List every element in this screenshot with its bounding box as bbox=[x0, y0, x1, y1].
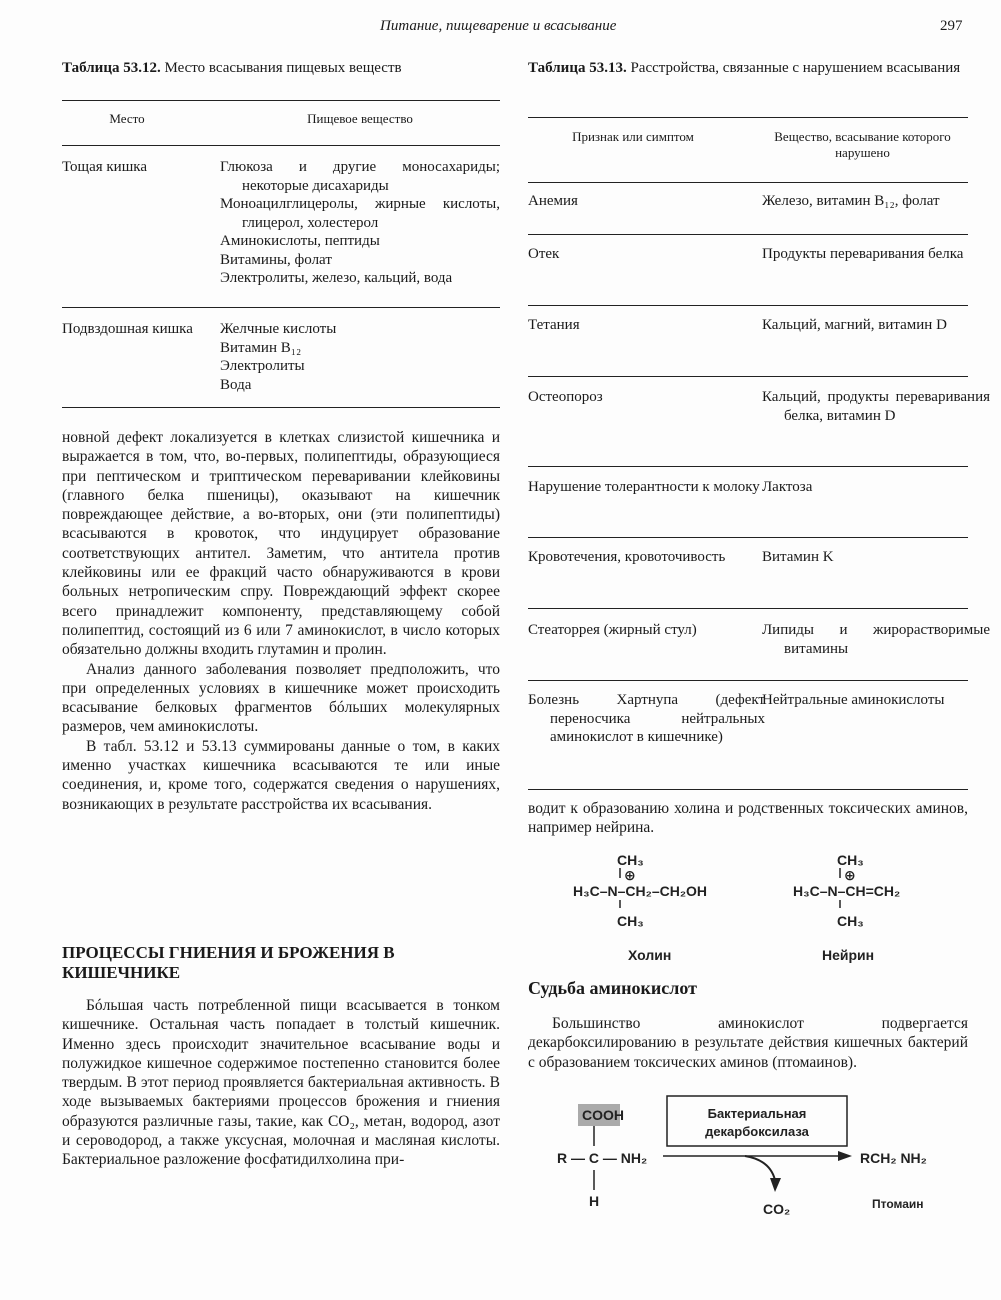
amino-acid: R — C — NH₂ bbox=[557, 1150, 648, 1166]
methyl-group: CH₃ bbox=[617, 852, 644, 868]
table1-item: Желчные кислоты bbox=[220, 321, 337, 337]
table2-label: Таблица 53.13. bbox=[528, 60, 627, 76]
hydrogen: H bbox=[589, 1193, 600, 1209]
table2-symptom: Стеаторрея (жирный стул) bbox=[528, 622, 697, 638]
enzyme-label: декарбоксилаза bbox=[705, 1124, 809, 1139]
left-column-text bbox=[62, 428, 500, 814]
methyl-group: CH₃ bbox=[837, 913, 864, 929]
table2-header-substance: Вещество, всасывание которого нарушено bbox=[774, 129, 951, 160]
co2-release-arrow bbox=[745, 1156, 775, 1180]
divider bbox=[528, 117, 968, 118]
table1-item: Глюкоза и другие моносахариды; некоторые дисахариды bbox=[220, 159, 500, 194]
table1-header-place: Место bbox=[109, 111, 145, 126]
choline-formula bbox=[573, 852, 707, 963]
neurine-formula bbox=[793, 852, 900, 963]
decarboxylation-scheme bbox=[530, 1090, 980, 1220]
left-column-text-2 bbox=[62, 996, 500, 1170]
divider bbox=[528, 376, 968, 377]
table2-substance: Нейтральные аминокислоты bbox=[762, 692, 945, 708]
table2-substance: Витамин K bbox=[762, 549, 834, 565]
paragraph: В табл. 53.12 и 53.13 суммированы данные о том, в каких именно участках кишечника всасываются те или иные соединения, и, кроме того, содержатся сведения о нарушениях, возникающих в результате расстройства их всасывания. bbox=[62, 737, 500, 813]
compound-name: Холин bbox=[628, 947, 672, 963]
table1-item: Витамины, фолат bbox=[220, 251, 332, 268]
page-number: 297 bbox=[940, 18, 963, 34]
co2-label: CO₂ bbox=[763, 1201, 791, 1217]
formula-chain: H₃C–N–CH=CH₂ bbox=[793, 883, 901, 899]
enzyme-label: Бактериальная bbox=[707, 1106, 807, 1121]
table2-title: Расстройства, связанные с нарушением всасывания bbox=[630, 60, 961, 76]
product-name: Птомаин bbox=[872, 1197, 924, 1211]
divider bbox=[528, 789, 968, 790]
choline-neurine-formulas bbox=[530, 840, 980, 970]
divider bbox=[62, 100, 500, 101]
carboxyl-group: COOH bbox=[582, 1107, 624, 1123]
table2-symptom: Нарушение толерантности к молоку bbox=[528, 479, 760, 495]
table1-label: Таблица 53.12. bbox=[62, 60, 161, 76]
table1-item: Электролиты, железо, кальций, вода bbox=[220, 270, 453, 286]
plus-charge-icon: ⊕ bbox=[624, 867, 636, 883]
table1-header-substance: Пищевое вещество bbox=[307, 111, 413, 126]
plus-charge-icon: ⊕ bbox=[844, 867, 856, 883]
methyl-group: CH₃ bbox=[617, 913, 644, 929]
compound-name: Нейрин bbox=[822, 947, 875, 963]
product: RCH₂ NH₂ bbox=[860, 1150, 927, 1166]
paragraph: Анализ данного заболевания позволяет предположить, что при определенных условиях в кишечнике может происходить всасывание белковых фрагментов бóльших молекулярных размеров, чем аминокислоты. bbox=[62, 660, 500, 736]
table2-symptom: Болезнь Хартнупа (дефект переносчика нейтральных аминокислот в кишечнике) bbox=[528, 692, 765, 745]
table1-item: Моноацилглицеролы, жирные кислоты, глицерол, холестерол bbox=[220, 196, 500, 231]
paragraph: Бóльшая часть потребленной пищи всасывается в тонком кишечнике. Остальная часть попадает в толстый кишечник. Именно здесь происходит значительное всасывание воды и полужидкое кишечное содержимое постепенно становится более твердым. В этот период проявляется бактериальная активность. В ходе вызываемых бактериями процессов брожения и гниения образуются различные газы, такие, как CO₂, метан, водород, азот и сероводород, а также уксусная, молочная и масляная кислоты. Бактериальное разложение фосфатидилхолина при- bbox=[62, 997, 500, 1169]
table1-place: Подвздошная кишка bbox=[62, 321, 193, 337]
table2-substance: Кальций, продукты переваривания белка, витамин D bbox=[762, 389, 990, 424]
table1-title: Место всасывания пищевых веществ bbox=[164, 60, 402, 76]
table1-item: Электролиты bbox=[220, 358, 305, 374]
table1-item: Витамин B₁₂ bbox=[220, 339, 302, 356]
table2-symptom: Отек bbox=[528, 246, 560, 262]
paragraph: новной дефект локализуется в клетках слизистой кишечника и выражается в том, что, во-первых, полипептиды, образующиеся при пептическом и триптическом переваривании клейковины (главного белка пшеницы), оказывают на кишечник повреждающее действие, а во-вторых, они (эти полипептиды) всасываются в кровоток, что индуцирует образование соответствующих антител. Заметим, что антитела против клейковины или ее фракций часто обнаруживаются в крови больных нетропическим спру. Повреждающий эффект скорее всего принадлежит компоненту, представляющему собой полипептид, состоящий из 6 или 7 аминокислот, в число которых обязательно должны входить глутамин и пролин. bbox=[62, 429, 500, 659]
table2-header-symptom: Признак или симптом bbox=[572, 129, 694, 144]
divider bbox=[62, 307, 500, 308]
divider bbox=[528, 537, 968, 538]
table2-symptom: Анемия bbox=[528, 193, 578, 209]
table2-substance: Продукты переваривания белка bbox=[762, 246, 964, 262]
divider bbox=[528, 305, 968, 306]
table1-item: Вода bbox=[220, 376, 252, 393]
right-column-text-2 bbox=[528, 1014, 968, 1072]
table1-items bbox=[220, 320, 500, 394]
divider bbox=[528, 680, 968, 681]
table2-substance: Железо, витамин B₁₂, фолат bbox=[762, 193, 940, 209]
table1-item: Аминокислоты, пептиды bbox=[220, 233, 380, 249]
table1-items bbox=[220, 158, 500, 288]
formula-chain: H₃C–N–CH₂–CH₂OH bbox=[573, 883, 708, 899]
methyl-group: CH₃ bbox=[837, 852, 864, 868]
right-column-text bbox=[528, 799, 968, 838]
table2-substance: Кальций, магний, витамин D bbox=[762, 317, 947, 333]
divider bbox=[528, 234, 968, 235]
table2-symptom: Остеопороз bbox=[528, 389, 603, 405]
table2-caption bbox=[528, 60, 968, 77]
table2-symptom: Кровотечения, кровоточивость bbox=[528, 549, 726, 565]
table2-symptom: Тетания bbox=[528, 317, 580, 333]
section-heading: ПРОЦЕССЫ ГНИЕНИЯ И БРОЖЕНИЯ В КИШЕЧНИКЕ bbox=[62, 943, 395, 982]
table2-substance: Лактоза bbox=[762, 479, 813, 495]
divider bbox=[528, 182, 968, 183]
subsection-heading: Судьба аминокислот bbox=[528, 978, 697, 998]
paragraph: Большинство аминокислот подвергается декарбоксилированию в результате действия кишечных бактерий с образованием токсических аминов (птомаинов). bbox=[528, 1015, 968, 1071]
running-title: Питание, пищеварение и всасывание bbox=[380, 18, 617, 34]
table2-substance: Липиды и жирорастворимые витамины bbox=[762, 622, 990, 657]
table1-place: Тощая кишка bbox=[62, 159, 147, 175]
divider bbox=[62, 407, 500, 408]
table1-caption bbox=[62, 60, 502, 77]
divider bbox=[528, 608, 968, 609]
paragraph: водит к образованию холина и родственных токсических аминов, например нейрина. bbox=[528, 800, 968, 837]
divider bbox=[528, 466, 968, 467]
divider bbox=[62, 145, 500, 146]
